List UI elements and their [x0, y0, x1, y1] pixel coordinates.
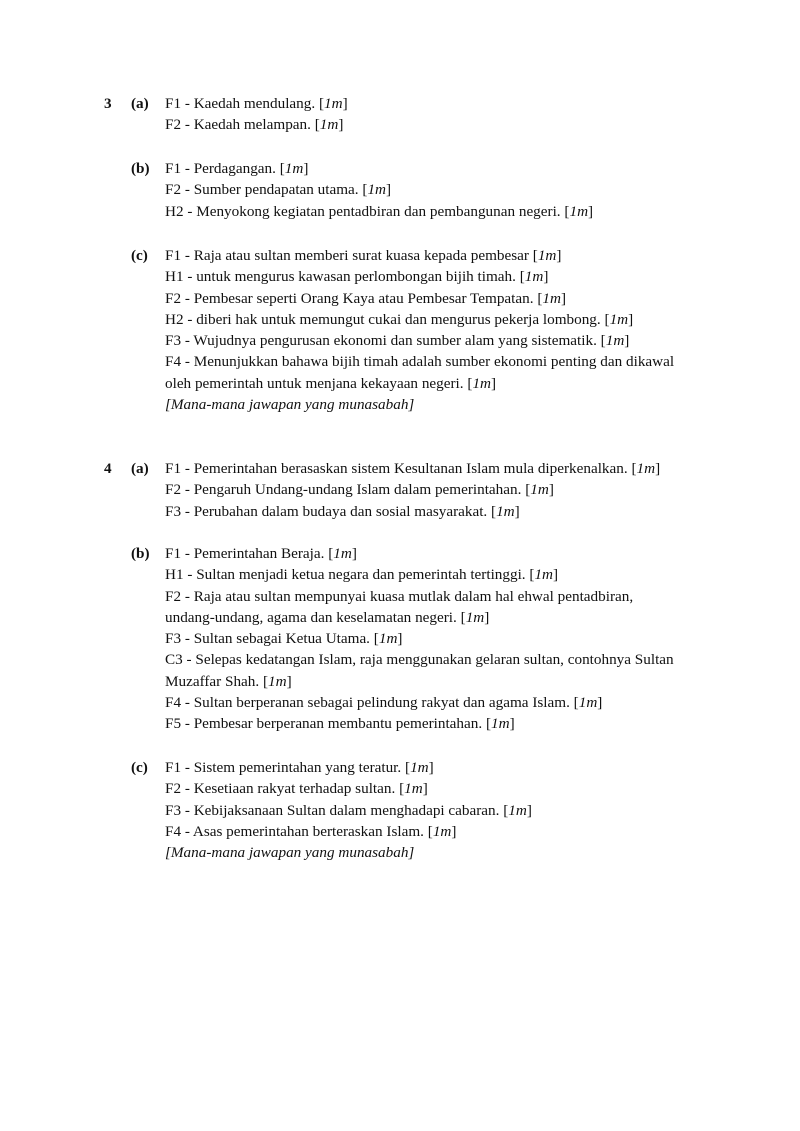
- question-number: 3: [104, 95, 112, 112]
- answer-text: F3 - Wujudnya pengurusan ekonomi dan sumber alam yang sistematik.: [165, 332, 597, 350]
- answer-line: [165, 179, 725, 200]
- answer-line: [165, 373, 725, 394]
- answer-text: H2 - Menyokong kegiatan pentadbiran dan pembangunan negeri.: [165, 202, 561, 220]
- mark-allocation: [1m]: [463, 374, 497, 392]
- mark-allocation: [1m]: [358, 181, 392, 199]
- mark-allocation: [1m]: [369, 630, 403, 648]
- answer-line: [165, 713, 725, 734]
- mark-allocation: [1m]: [569, 694, 603, 712]
- answer-line: [165, 309, 725, 330]
- answer-lines: [165, 158, 725, 222]
- answer-text: H1 - Sultan menjadi ketua negara dan pemerintah tertinggi.: [165, 566, 526, 584]
- mark-allocation: [1m]: [627, 460, 661, 477]
- answer-line: [165, 266, 725, 287]
- mark-allocation: [1m]: [324, 545, 357, 562]
- answer-text: F2 - Sumber pendapatan utama.: [165, 181, 359, 199]
- mark-allocation: [1m]: [395, 780, 428, 798]
- answer-text: F1 - Sistem pemerintahan yang teratur.: [165, 759, 402, 776]
- mark-allocation: [1m]: [528, 247, 562, 264]
- answer-line: [165, 586, 725, 607]
- answer-line: [165, 564, 725, 585]
- answer-lines: [165, 245, 725, 415]
- answer-text: H2 - diberi hak untuk memungut cukai dan mengurus pekerja lombong.: [165, 310, 601, 328]
- mark-allocation: [1m]: [315, 95, 348, 112]
- mark-allocation: [1m]: [423, 822, 457, 840]
- marking-note: [Mana-mana jawapan yang munasabah]: [165, 844, 415, 862]
- answer-text: F3 - Kebijaksanaan Sultan dalam menghadapi cabaran.: [165, 801, 500, 819]
- mark-allocation: [1m]: [275, 160, 309, 177]
- answer-line: [165, 458, 725, 479]
- mark-allocation: [1m]: [521, 481, 554, 499]
- answer-line: [165, 201, 725, 222]
- answer-line: [165, 671, 725, 692]
- answer-line: [165, 158, 725, 179]
- mark-allocation: [1m]: [487, 502, 520, 520]
- answer-line: [165, 821, 725, 842]
- answer-line: [165, 543, 725, 564]
- answer-line: [165, 778, 725, 799]
- answer-lines: [165, 458, 725, 522]
- answer-text: oleh pemerintah untuk menjana kekayaan negeri.: [165, 374, 464, 392]
- answer-line: [165, 628, 725, 649]
- answer-text: F1 - Raja atau sultan memberi surat kuasa kepada pembesar: [165, 247, 529, 264]
- answer-line: [165, 479, 725, 500]
- answer-text: F4 - Asas pemerintahan berteraskan Islam.: [165, 822, 424, 840]
- answer-text: C3 - Selepas kedatangan Islam, raja menggunakan gelaran sultan, contohnya Sultan: [165, 651, 674, 669]
- answer-lines: [165, 93, 725, 136]
- part-label: (c): [131, 247, 148, 264]
- answer-text: F2 - Pengaruh Undang-undang Islam dalam pemerintahan.: [165, 481, 522, 499]
- answer-text: F2 - Raja atau sultan mempunyai kuasa mutlak dalam hal ehwal pentadbiran,: [165, 587, 634, 605]
- mark-allocation: [1m]: [259, 672, 292, 690]
- marking-note: [Mana-mana jawapan yang munasabah]: [165, 396, 415, 414]
- mark-allocation: [1m]: [499, 801, 532, 819]
- answer-text: F2 - Kesetiaan rakyat terhadap sultan.: [165, 780, 396, 798]
- question-number: 4: [104, 460, 112, 477]
- answer-text: F4 - Sultan berperanan sebagai pelindung rakyat dan agama Islam.: [165, 694, 570, 712]
- answer-text: H1 - untuk mengurus kawasan perlombongan bijih timah.: [165, 268, 516, 286]
- answer-line: [165, 330, 725, 351]
- mark-allocation: [1m]: [515, 268, 549, 286]
- answer-text: F3 - Sultan sebagai Ketua Utama.: [165, 630, 370, 648]
- answer-text: F3 - Perubahan dalam budaya dan sosial masyarakat.: [165, 502, 488, 520]
- mark-allocation: [1m]: [596, 332, 630, 350]
- answer-text: F5 - Pembesar berperanan membantu pemerintahan.: [165, 715, 483, 733]
- answer-line: [165, 288, 725, 309]
- answer-lines: [165, 757, 725, 863]
- answer-text: F1 - Pemerintahan berasaskan sistem Kesultanan Islam mula diperkenalkan.: [165, 460, 628, 477]
- answer-line: [165, 649, 725, 670]
- answer-line: [165, 692, 725, 713]
- answer-lines: [165, 543, 725, 735]
- part-label: (c): [131, 759, 148, 776]
- answer-text: undang-undang, agama dan keselamatan negeri.: [165, 608, 457, 626]
- answer-text: F1 - Pemerintahan Beraja.: [165, 545, 325, 562]
- part-label: (a): [131, 95, 149, 112]
- answer-line: [165, 501, 725, 522]
- answer-text: F2 - Kaedah melampan.: [165, 116, 311, 134]
- mark-allocation: [1m]: [525, 566, 559, 584]
- part-label: (a): [131, 460, 149, 477]
- mark-allocation: [1m]: [560, 202, 594, 220]
- answer-line: [165, 607, 725, 628]
- answer-text: F1 - Perdagangan.: [165, 160, 276, 177]
- mark-allocation: [1m]: [310, 116, 344, 134]
- answer-line: [165, 757, 725, 778]
- answer-text: F4 - Menunjukkan bahawa bijih timah adalah sumber ekonomi penting dan dikawal: [165, 353, 675, 371]
- part-label: (b): [131, 545, 150, 562]
- mark-allocation: [1m]: [456, 608, 490, 626]
- mark-allocation: [1m]: [533, 289, 567, 307]
- part-label: (b): [131, 160, 150, 177]
- mark-allocation: [1m]: [482, 715, 515, 733]
- answer-text: Muzaffar Shah.: [165, 672, 260, 690]
- answer-line: [165, 351, 725, 372]
- answer-text: F1 - Kaedah mendulang.: [165, 95, 316, 112]
- mark-allocation: [1m]: [401, 759, 434, 776]
- answer-line: [165, 93, 725, 114]
- mark-allocation: [1m]: [600, 310, 634, 328]
- answer-line: [165, 245, 725, 266]
- answer-line: [165, 114, 725, 135]
- answer-text: F2 - Pembesar seperti Orang Kaya atau Pembesar Tempatan.: [165, 289, 534, 307]
- answer-line: [165, 800, 725, 821]
